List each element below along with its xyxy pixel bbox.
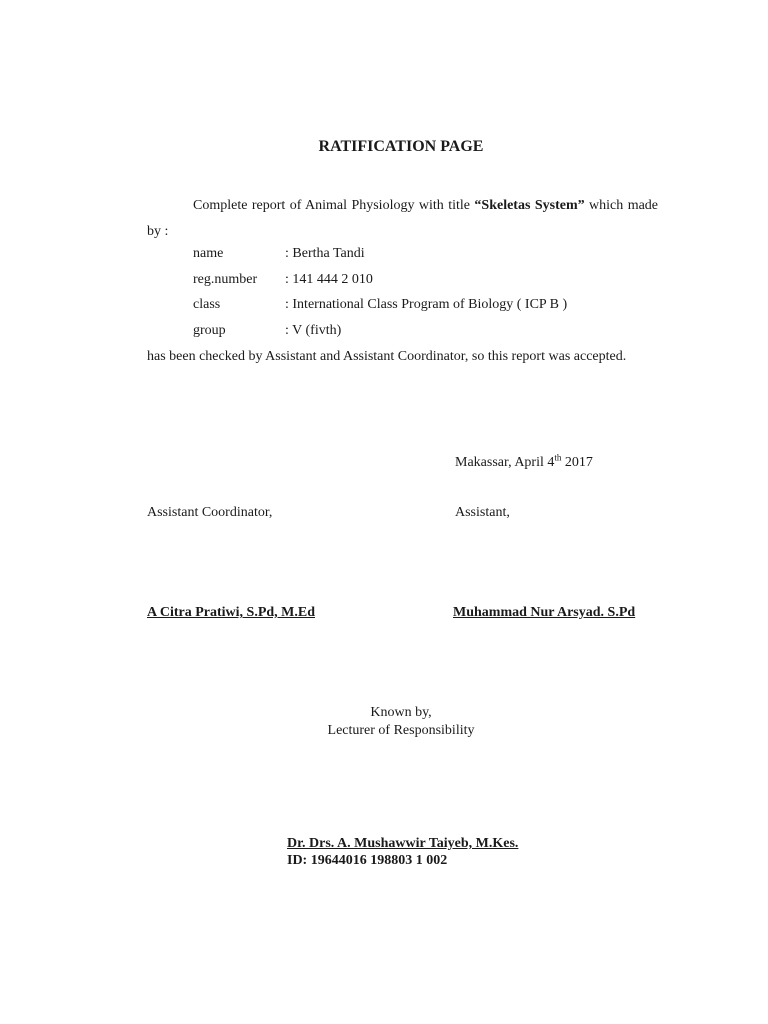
role-assistant-coordinator: Assistant Coordinator, (147, 505, 273, 520)
field-label-name: name (193, 246, 224, 261)
place-date-prefix: Makassar, April 4 (455, 455, 555, 470)
intro-text-before: Complete report of Animal Physiology with title (193, 198, 475, 213)
field-value-group: : V (fivth) (285, 323, 342, 338)
field-label-group: group (193, 323, 226, 338)
field-label-class: class (193, 297, 221, 312)
signatory-assistant-coordinator: A Citra Pratiwi, S.Pd, M.Ed (147, 605, 315, 620)
role-assistant: Assistant, (455, 505, 510, 520)
closing-paragraph: has been checked by Assistant and Assistant Coordinator, so this report was accepted. (147, 349, 627, 364)
field-value-name: : Bertha Tandi (285, 246, 365, 261)
field-value-reg-number: : 141 444 2 010 (285, 272, 373, 287)
known-by: Known by, (370, 705, 432, 720)
signatory-assistant: Muhammad Nur Arsyad. S.Pd (453, 605, 636, 620)
lecturer-of-responsibility: Lecturer of Responsibility (327, 723, 475, 738)
place-date-year: 2017 (561, 455, 593, 470)
field-value-class: : International Class Program of Biology ( ICP B ) (285, 297, 568, 312)
intro-paragraph (147, 193, 658, 244)
page-title: RATIFICATION PAGE (318, 138, 484, 155)
report-title: “Skeletas System” (474, 198, 585, 213)
date-superscript: th (554, 452, 562, 463)
place-date (455, 452, 593, 471)
field-label-reg-number: reg.number (193, 272, 258, 287)
lecturer-name: Dr. Drs. A. Mushawwir Taiyeb, M.Kes. (287, 836, 519, 851)
lecturer-id: ID: 19644016 198803 1 002 (287, 853, 448, 868)
intro-text-after: which made by : (147, 198, 659, 239)
